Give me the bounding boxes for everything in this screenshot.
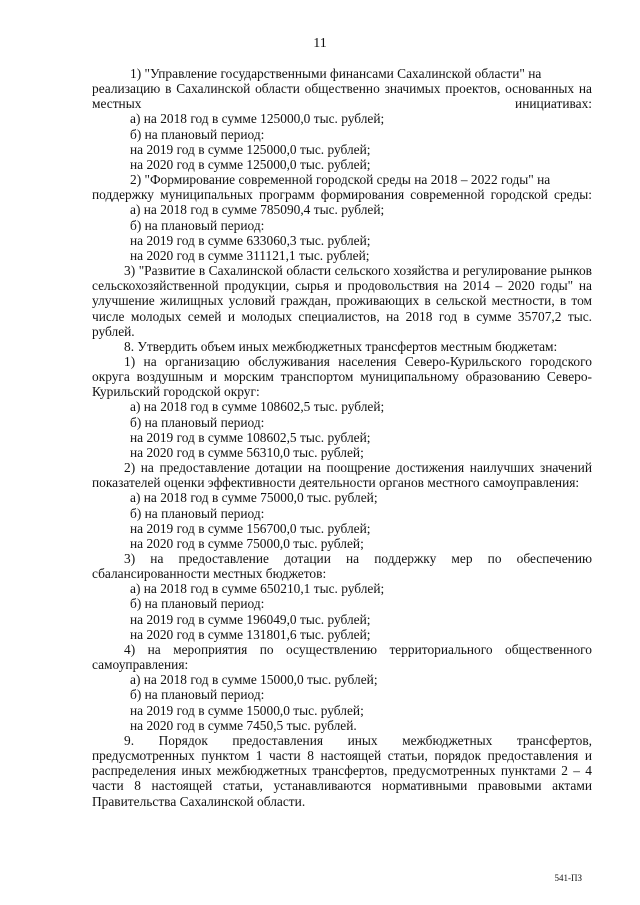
- paragraph-continuation: реализацию в Сахалинской области общественно значимых проектов, основанных на местных инициативах:: [92, 81, 592, 112]
- list-item: на 2020 год в сумме 311121,1 тыс. рублей;: [130, 247, 370, 263]
- list-item: б) на плановый период:: [130, 505, 265, 521]
- list-item: а) на 2018 год в сумме 108602,5 тыс. рублей;: [130, 399, 385, 415]
- list-item: б) на плановый период:: [130, 596, 265, 612]
- list-item: на 2019 год в сумме 108602,5 тыс. рублей;: [130, 429, 371, 445]
- list-item: а) на 2018 год в сумме 125000,0 тыс. рублей;: [130, 111, 385, 127]
- paragraph: 3) на предоставление дотации на поддержку мер по обеспечению сбалансированности местных бюджетов:: [92, 551, 592, 582]
- paragraph-lead-line: 1) "Управление государственными финансами Сахалинской области" на: [130, 66, 542, 81]
- list-item: на 2019 год в сумме 15000,0 тыс. рублей;: [130, 702, 364, 718]
- list-item: б) на плановый период:: [130, 217, 265, 233]
- list-item: на 2019 год в сумме 196049,0 тыс. рублей;: [130, 611, 371, 627]
- paragraph: 4) на мероприятия по осуществлению территориального общественного самоуправления:: [92, 641, 592, 673]
- paragraph: 8. Утвердить объем иных межбюджетных трансфертов местным бюджетам:: [124, 338, 558, 354]
- list-item: а) на 2018 год в сумме 785090,4 тыс. рублей;: [130, 202, 385, 218]
- list-item: а) на 2018 год в сумме 650210,1 тыс. рублей;: [130, 581, 385, 597]
- list-item: на 2019 год в сумме 156700,0 тыс. рублей;: [130, 520, 371, 536]
- list-item: на 2020 год в сумме 56310,0 тыс. рублей;: [130, 444, 364, 460]
- list-item: а) на 2018 год в сумме 15000,0 тыс. рублей;: [130, 672, 378, 688]
- list-item: на 2019 год в сумме 633060,3 тыс. рублей;: [130, 232, 371, 248]
- paragraph-lead-line: 2) "Формирование современной городской среды на 2018 – 2022 годы" на: [130, 172, 551, 188]
- paragraph: 9. Порядок предоставления иных межбюджетных трансфертов, предусмотренных пунктом 1 части 8 настоящей статьи, порядок предоставления и распределения иных межбюджетных трансфертов, предусмотренных пунктами 2 – 4 части 8 настоящей статьи, устанавливаются нормативными правовыми актами Правительства Сахалинской области.: [92, 732, 592, 809]
- list-item: б) на плановый период:: [130, 126, 265, 142]
- paragraph: 1) на организацию обслуживания населения Северо-Курильского городского округа воздушным и морским транспортом муниципальному образованию Северо-Курильский городской округ:: [92, 353, 592, 400]
- list-item: а) на 2018 год в сумме 75000,0 тыс. рублей;: [130, 490, 378, 506]
- paragraph: 3) "Развитие в Сахалинской области сельского хозяйства и регулирование рынков сельскохозяйственной продукции, сырья и продовольствия на 2014 – 2020 годы" на улучшение жилищных условий граждан, проживающих в сельской местности, в том числе молодых семей и молодых специалистов, на 2018 год в сумме 35707,2 тыс. рублей.: [92, 263, 592, 339]
- list-item: на 2019 год в сумме 125000,0 тыс. рублей;: [130, 141, 371, 157]
- page-number: 11: [313, 36, 327, 51]
- paragraph-continuation: поддержку муниципальных программ формирования современной городской среды:: [92, 187, 592, 203]
- list-item: б) на плановый период:: [130, 687, 265, 703]
- list-item: б) на плановый период:: [130, 414, 265, 430]
- document-body: [92, 66, 592, 809]
- footer-document-code: 541-ПЗ: [554, 873, 582, 883]
- list-item: на 2020 год в сумме 7450,5 тыс. рублей.: [130, 717, 357, 733]
- paragraph: 2) на предоставление дотации на поощрение достижения наилучших значений показателей оценки эффективности деятельности органов местного самоуправления:: [92, 460, 592, 491]
- list-item: на 2020 год в сумме 75000,0 тыс. рублей;: [130, 535, 364, 551]
- list-item: на 2020 год в сумме 131801,6 тыс. рублей;: [130, 626, 371, 642]
- list-item: на 2020 год в сумме 125000,0 тыс. рублей;: [130, 156, 371, 172]
